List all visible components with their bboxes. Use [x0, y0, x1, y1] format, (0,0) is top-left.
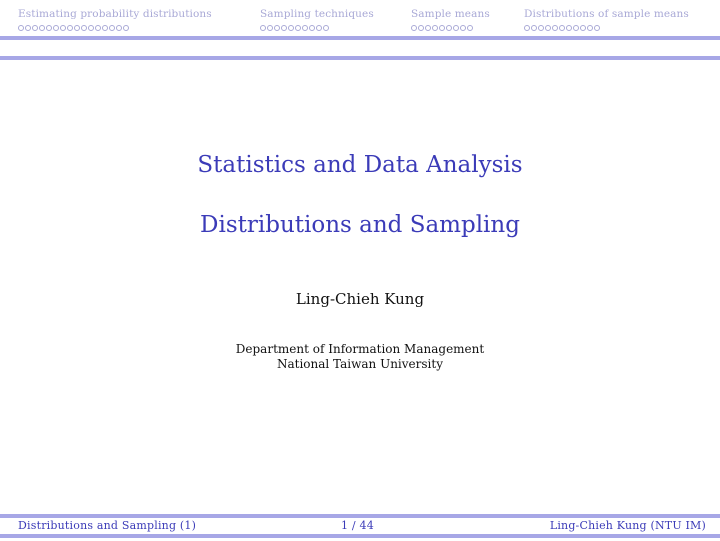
nav-slide-dot[interactable] — [432, 25, 438, 31]
author-name: Ling-Chieh Kung — [295, 290, 425, 308]
nav-section-title[interactable]: Sampling techniques — [260, 8, 374, 20]
presentation-title: Statistics and Data Analysis — [197, 152, 523, 178]
nav-slide-dot[interactable] — [53, 25, 59, 31]
nav-slide-dot[interactable] — [411, 25, 417, 31]
presentation-subtitle: Distributions and Sampling — [200, 212, 520, 238]
nav-slide-dot[interactable] — [116, 25, 122, 31]
nav-slide-dot[interactable] — [274, 25, 280, 31]
nav-slide-dot[interactable] — [32, 25, 38, 31]
title-block — [0, 150, 720, 238]
nav-slide-dot[interactable] — [531, 25, 537, 31]
nav-slide-dot[interactable] — [425, 25, 431, 31]
nav-section-estimating[interactable] — [18, 8, 212, 33]
nav-slide-dot[interactable] — [545, 25, 551, 31]
nav-slide-dot[interactable] — [295, 25, 301, 31]
nav-slide-dot[interactable] — [566, 25, 572, 31]
nav-section-title[interactable]: Sample means — [411, 8, 490, 20]
nav-slide-dot[interactable] — [60, 25, 66, 31]
institute — [0, 342, 720, 372]
footer-page-number: 1 / 44 — [341, 519, 374, 532]
nav-slide-dot[interactable] — [587, 25, 593, 31]
nav-dots — [260, 25, 374, 33]
footer — [0, 516, 720, 535]
institute-department: Department of Information Management — [235, 342, 485, 356]
nav-slide-dot[interactable] — [580, 25, 586, 31]
nav-section-title[interactable]: Distributions of sample means — [524, 8, 689, 20]
nav-slide-dot[interactable] — [18, 25, 24, 31]
nav-dots — [524, 25, 689, 33]
institute-university: National Taiwan University — [276, 357, 443, 371]
nav-slide-dot[interactable] — [102, 25, 108, 31]
nav-slide-dot[interactable] — [309, 25, 315, 31]
nav-slide-dot[interactable] — [446, 25, 452, 31]
header-bottom-bar — [0, 56, 720, 60]
nav-dots — [18, 25, 212, 33]
header-divider-bar — [0, 36, 720, 40]
footer-author: Ling-Chieh Kung (NTU IM) — [549, 519, 706, 532]
nav-slide-dot[interactable] — [123, 25, 129, 31]
nav-section-distributions[interactable] — [524, 8, 689, 33]
nav-slide-dot[interactable] — [109, 25, 115, 31]
nav-slide-dot[interactable] — [46, 25, 52, 31]
footer-bottom-bar — [0, 534, 720, 538]
nav-section-sampling-techniques[interactable] — [260, 8, 374, 33]
nav-slide-dot[interactable] — [39, 25, 45, 31]
nav-slide-dot[interactable] — [538, 25, 544, 31]
nav-slide-dot[interactable] — [67, 25, 73, 31]
nav-section-title[interactable]: Estimating probability distributions — [18, 8, 212, 20]
nav-slide-dot[interactable] — [467, 25, 473, 31]
nav-slide-dot[interactable] — [95, 25, 101, 31]
nav-slide-dot[interactable] — [288, 25, 294, 31]
section-navigation — [0, 0, 720, 38]
nav-slide-dot[interactable] — [323, 25, 329, 31]
nav-slide-dot[interactable] — [573, 25, 579, 31]
nav-slide-dot[interactable] — [316, 25, 322, 31]
nav-slide-dot[interactable] — [439, 25, 445, 31]
nav-slide-dot[interactable] — [453, 25, 459, 31]
footer-short-title: Distributions and Sampling (1) — [18, 519, 197, 532]
nav-slide-dot[interactable] — [302, 25, 308, 31]
nav-slide-dot[interactable] — [88, 25, 94, 31]
nav-slide-dot[interactable] — [524, 25, 530, 31]
nav-section-sample-means[interactable] — [411, 8, 490, 33]
nav-slide-dot[interactable] — [267, 25, 273, 31]
nav-dots — [411, 25, 490, 33]
nav-slide-dot[interactable] — [552, 25, 558, 31]
nav-slide-dot[interactable] — [418, 25, 424, 31]
nav-slide-dot[interactable] — [81, 25, 87, 31]
nav-slide-dot[interactable] — [260, 25, 266, 31]
nav-slide-dot[interactable] — [594, 25, 600, 31]
nav-slide-dot[interactable] — [460, 25, 466, 31]
nav-slide-dot[interactable] — [559, 25, 565, 31]
nav-slide-dot[interactable] — [74, 25, 80, 31]
nav-slide-dot[interactable] — [281, 25, 287, 31]
nav-slide-dot[interactable] — [25, 25, 31, 31]
